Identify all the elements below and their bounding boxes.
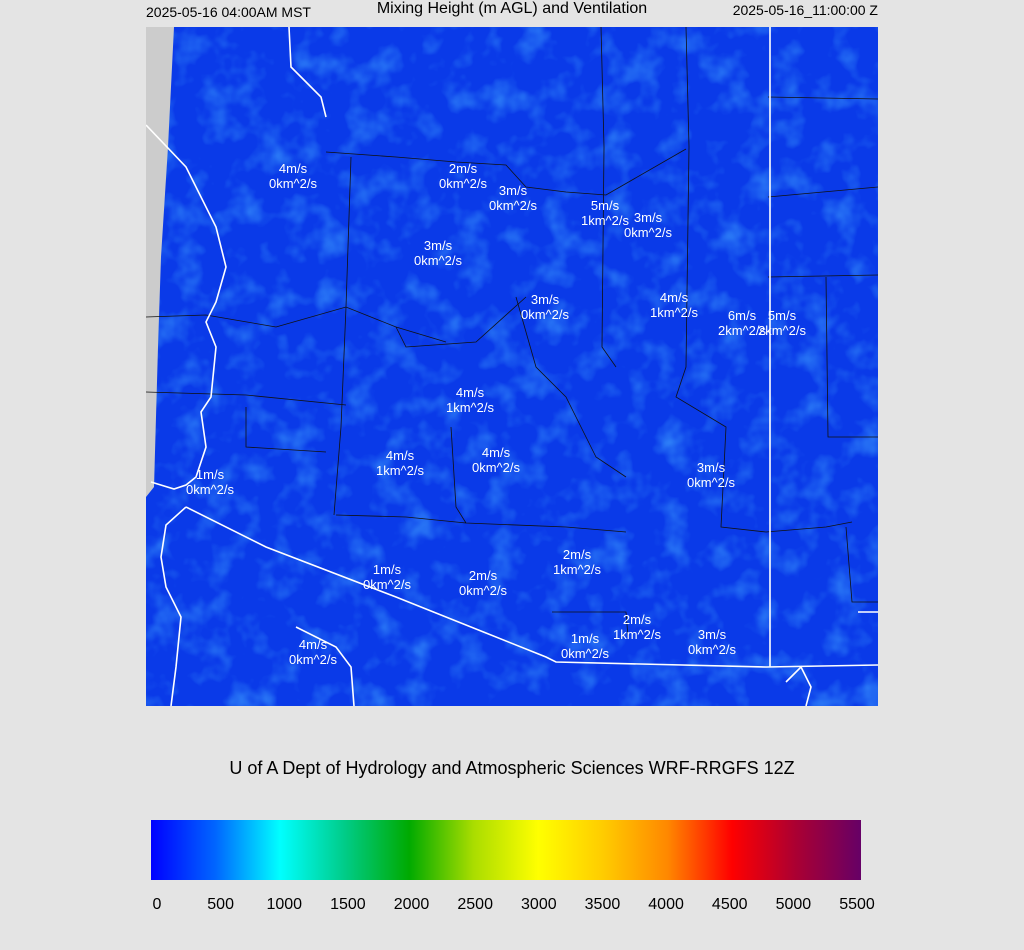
station-label	[186, 467, 234, 497]
color-scale-tick: 1000	[266, 896, 303, 913]
station-label	[650, 290, 698, 320]
valid-local-time: 2025-05-16 04:00AM MST	[146, 4, 311, 20]
station-wind: 3m/s	[423, 238, 453, 253]
map-canvas	[146, 27, 878, 706]
station-vent: 0km^2/s	[413, 253, 463, 268]
station-vent: 0km^2/s	[458, 583, 508, 598]
station-vent: 1km^2/s	[552, 562, 602, 577]
color-scale-tick: 2500	[457, 896, 493, 913]
color-scale-tick: 4500	[711, 896, 748, 913]
station-label	[459, 568, 507, 598]
color-scale-tick: 5500	[839, 896, 875, 913]
station-label	[472, 445, 520, 475]
station-vent: 2km^2/s	[717, 323, 767, 338]
station-vent: 2km^2/s	[757, 323, 807, 338]
station-vent: 0km^2/s	[438, 176, 488, 191]
station-vent: 0km^2/s	[488, 198, 538, 213]
station-label	[688, 627, 736, 657]
station-label	[687, 460, 735, 490]
station-vent: 0km^2/s	[362, 577, 412, 592]
station-label	[489, 183, 537, 213]
color-scale-tick: 4000	[648, 896, 684, 913]
station-wind: 2m/s	[448, 161, 478, 176]
station-vent: 1km^2/s	[612, 627, 662, 642]
mixing-height-map	[146, 27, 878, 706]
station-vent: 0km^2/s	[560, 646, 610, 661]
station-wind: 4m/s	[481, 445, 511, 460]
station-vent: 0km^2/s	[686, 475, 736, 490]
station-wind: 4m/s	[298, 637, 328, 652]
station-vent: 1km^2/s	[580, 213, 630, 228]
station-label	[521, 292, 569, 322]
station-vent: 1km^2/s	[375, 463, 425, 478]
station-wind: 4m/s	[659, 290, 689, 305]
station-label	[613, 612, 661, 642]
valid-utc-time: 2025-05-16_11:00:00 Z	[732, 2, 878, 18]
station-vent: 0km^2/s	[623, 225, 673, 240]
station-label	[289, 637, 337, 667]
station-wind: 3m/s	[498, 183, 528, 198]
station-label	[561, 631, 609, 661]
color-scale-tick: 500	[207, 896, 234, 913]
station-vent: 0km^2/s	[687, 642, 737, 657]
station-vent: 1km^2/s	[649, 305, 699, 320]
station-wind: 2m/s	[468, 568, 498, 583]
station-wind: 6m/s	[727, 308, 757, 323]
station-wind: 1m/s	[372, 562, 402, 577]
station-wind: 4m/s	[278, 161, 308, 176]
station-wind: 3m/s	[530, 292, 560, 307]
station-vent: 0km^2/s	[268, 176, 318, 191]
color-scale-tick: 2000	[393, 896, 430, 913]
station-label	[758, 308, 806, 338]
model-credit: U of A Dept of Hydrology and Atmospheric Sciences WRF-RRGFS 12Z	[229, 758, 795, 778]
color-scale-tick: 0	[152, 896, 162, 913]
station-wind: 3m/s	[633, 210, 663, 225]
station-vent: 0km^2/s	[185, 482, 235, 497]
station-wind: 3m/s	[697, 627, 727, 642]
station-wind: 3m/s	[696, 460, 726, 475]
station-label	[439, 161, 487, 191]
station-label	[581, 198, 629, 228]
color-scale-tick: 3000	[521, 896, 557, 913]
station-wind: 2m/s	[562, 547, 592, 562]
color-scale-bar	[151, 820, 861, 880]
station-wind: 2m/s	[622, 612, 652, 627]
station-vent: 0km^2/s	[471, 460, 521, 475]
station-label	[363, 562, 411, 592]
color-scale-tick: 1500	[330, 896, 366, 913]
station-label	[624, 210, 672, 240]
station-label	[553, 547, 601, 577]
station-vent: 0km^2/s	[520, 307, 570, 322]
station-wind: 1m/s	[195, 467, 225, 482]
map-title: Mixing Height (m AGL) and Ventilation	[376, 0, 648, 17]
station-wind: 1m/s	[570, 631, 600, 646]
color-scale-tick: 3500	[584, 896, 621, 913]
station-wind: 5m/s	[767, 308, 797, 323]
station-label	[269, 161, 317, 191]
mixing-height-texture	[146, 27, 878, 706]
station-wind: 4m/s	[455, 385, 485, 400]
color-scale-tick: 5000	[775, 896, 812, 913]
station-wind: 4m/s	[385, 448, 415, 463]
station-vent: 0km^2/s	[288, 652, 338, 667]
station-label	[414, 238, 462, 268]
station-label	[446, 385, 494, 415]
station-label	[376, 448, 424, 478]
station-wind: 5m/s	[590, 198, 620, 213]
station-vent: 1km^2/s	[445, 400, 495, 415]
